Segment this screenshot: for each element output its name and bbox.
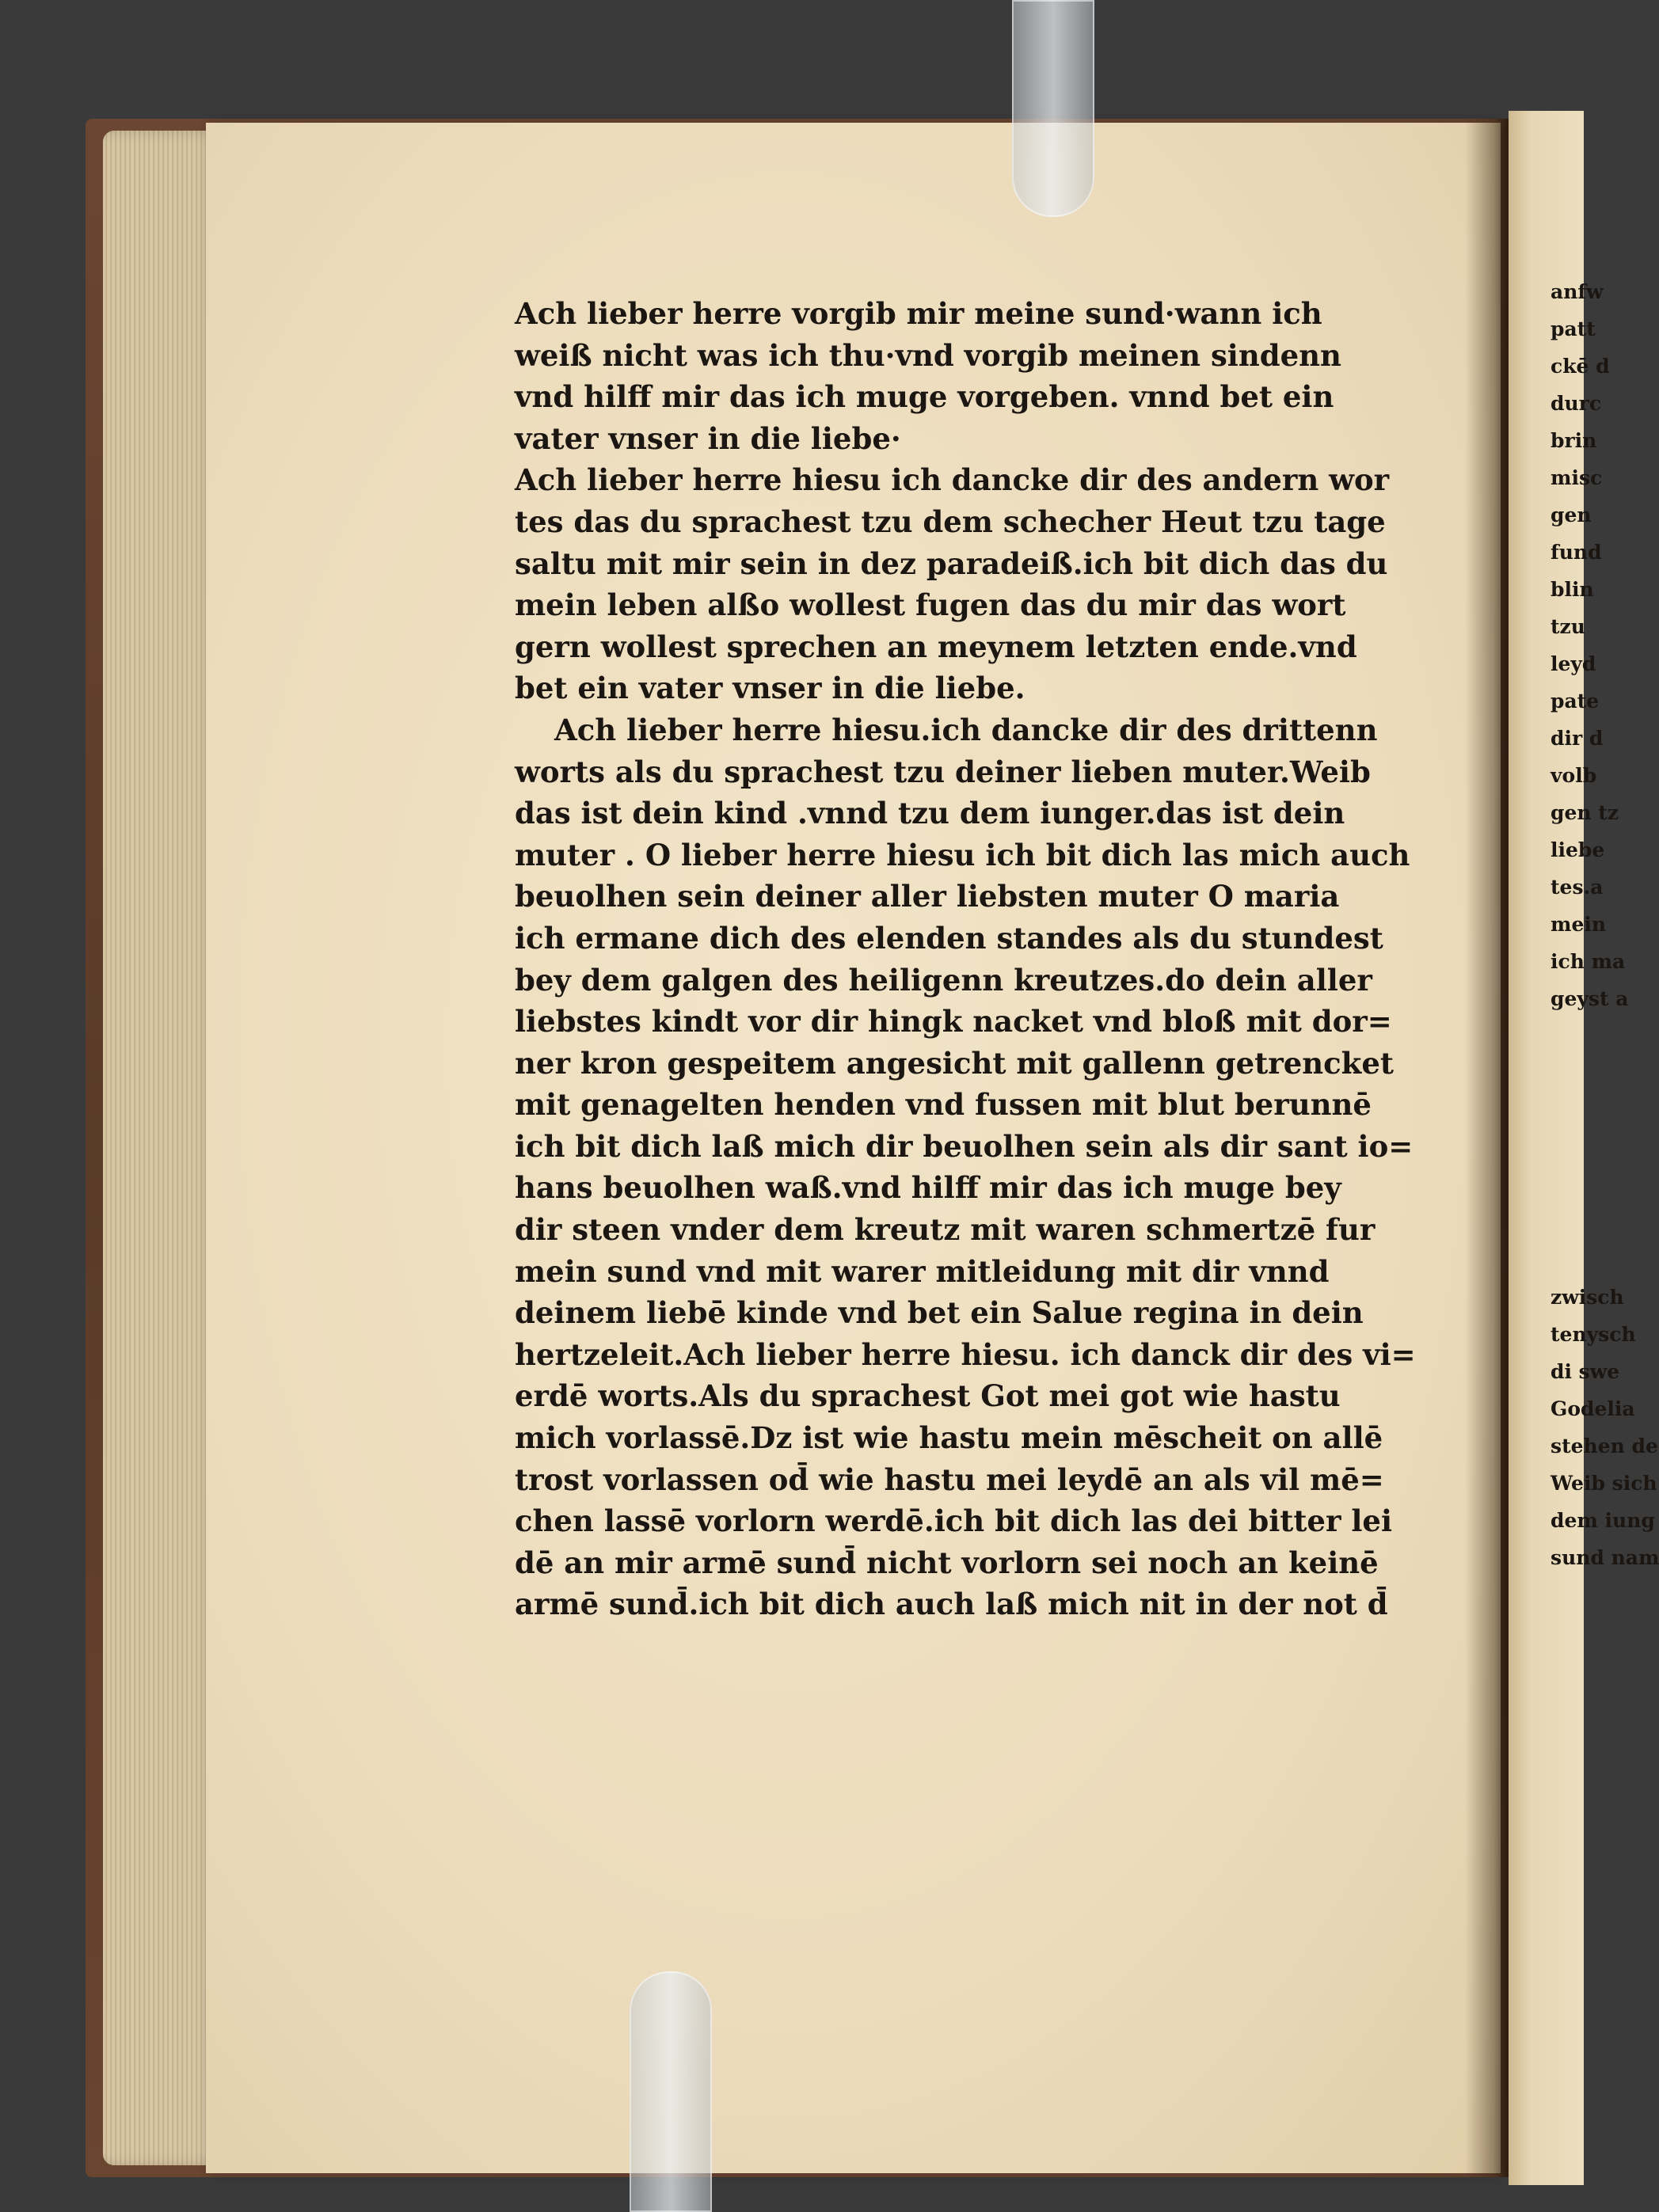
text-line: Ach lieber herre hiesu ich dancke dir des andern wor <box>515 462 1390 498</box>
text-line: gern wollest sprechen an meynem letzten ende.vnd <box>515 629 1357 664</box>
facing-page-upper-fragments <box>1551 273 1629 1017</box>
facing-line: geyst a <box>1551 987 1629 1010</box>
facing-line: tzu <box>1551 615 1585 638</box>
facing-line: gen tz <box>1551 801 1619 824</box>
text-line: mich vorlassē.Dz ist wie hastu mein mēscheit on allē <box>515 1420 1383 1456</box>
facing-line: ckē d <box>1551 355 1610 378</box>
facing-line: brin <box>1551 429 1597 452</box>
facing-line: tes.a <box>1551 876 1604 899</box>
text-line: saltu mit mir sein in dez paradeiß.ich bit dich das du <box>515 545 1388 581</box>
text-line: bet ein vater vnser in die liebe. <box>515 671 1025 706</box>
text-line: vater vnser in die liebe· <box>515 420 901 456</box>
text-line: deinem liebē kinde vnd bet ein Salue regina in dein <box>515 1295 1364 1331</box>
facing-line: dem iung <box>1551 1509 1655 1532</box>
facing-line: tenysch <box>1551 1323 1636 1346</box>
facing-line: fund <box>1551 541 1602 564</box>
page-edges <box>103 131 222 2165</box>
facing-line: ich ma <box>1551 950 1626 973</box>
text-line: ich ermane dich des elenden standes als du stundest <box>515 920 1383 956</box>
text-line: dir steen vnder dem kreutz mit waren schmertzē fur <box>515 1212 1376 1248</box>
text-line: hertzeleit.Ach lieber herre hiesu. ich danck dir des vi= <box>515 1336 1416 1372</box>
text-line: liebstes kindt vor dir hingk nacket vnd bloß mit dor= <box>515 1004 1392 1039</box>
facing-line: Weib sich <box>1551 1472 1657 1495</box>
book-gutter <box>1465 119 1513 2177</box>
text-line: vnd hilff mir das ich muge vorgeben. vnnd bet ein <box>515 379 1334 415</box>
facing-line: liebe <box>1551 838 1605 861</box>
facing-line: durc <box>1551 392 1602 415</box>
text-line: beuolhen sein deiner aller liebsten muter O maria <box>515 879 1340 914</box>
facing-line: di swe <box>1551 1360 1620 1383</box>
text-line: mit genagelten henden vnd fussen mit blut berunnē <box>515 1087 1372 1123</box>
facing-line: blin <box>1551 578 1594 601</box>
facing-page-lower-fragments <box>1551 1279 1659 1576</box>
text-line: ich bit dich laß mich dir beuolhen sein als dir sant io= <box>515 1128 1414 1164</box>
facing-line: patt <box>1551 317 1596 340</box>
text-line: trost vorlassen od̄ wie hastu mei leydē an als vil mē= <box>515 1461 1384 1497</box>
facing-line: zwisch <box>1551 1286 1624 1309</box>
text-line: mein leben alßo wollest fugen das du mir das wort <box>515 587 1346 623</box>
text-line: dē an mir armē sund̄ nicht vorlorn sei noch an keinē <box>515 1545 1379 1580</box>
facing-line: volb <box>1551 764 1597 787</box>
text-line: erdē worts.Als du sprachest Got mei got wie hastu <box>515 1378 1341 1414</box>
facing-line: leyd <box>1551 652 1596 675</box>
facing-line: sund nam <box>1551 1546 1659 1569</box>
facing-line: dir d <box>1551 727 1604 750</box>
main-text-block <box>515 293 1416 1625</box>
text-line: hans beuolhen waß.vnd hilff mir das ich muge bey <box>515 1170 1341 1206</box>
text-line: muter . O lieber herre hiesu ich bit dich las mich auch <box>515 837 1410 872</box>
text-line: worts als du sprachest tzu deiner lieben muter.Weib <box>515 754 1371 789</box>
facing-line: anfw <box>1551 280 1604 303</box>
facing-line: mein <box>1551 913 1607 936</box>
text-line: bey dem galgen des heiligenn kreutzes.do dein aller <box>515 962 1372 998</box>
text-line: mein sund vnd mit warer mitleidung mit dir vnnd <box>515 1253 1330 1289</box>
bottom-page-weight <box>630 1971 712 2212</box>
top-page-weight <box>1012 0 1094 217</box>
facing-line: Godelia <box>1551 1397 1635 1420</box>
facing-line: gen <box>1551 504 1592 526</box>
facing-line: misc <box>1551 466 1603 489</box>
text-line: tes das du sprachest tzu dem schecher Heut tzu tage <box>515 504 1386 539</box>
text-line: Ach lieber herre hiesu.ich dancke dir des drittenn <box>554 712 1378 747</box>
text-line: Ach lieber herre vorgib mir meine sund·wann ich <box>515 296 1322 331</box>
text-line: armē sund̄.ich bit dich auch laß mich nit in der not d̄ <box>515 1587 1388 1622</box>
text-line: weiß nicht was ich thu·vnd vorgib meinen sindenn <box>515 337 1341 373</box>
text-line: ner kron gespeitem angesicht mit gallenn getrencket <box>515 1045 1394 1081</box>
text-line: das ist dein kind .vnnd tzu dem iunger.das ist dein <box>515 796 1345 831</box>
text-line: chen lassē vorlorn werdē.ich bit dich las dei bitter lei <box>515 1503 1392 1539</box>
facing-line: pate <box>1551 690 1600 713</box>
facing-line: stehen de <box>1551 1435 1658 1458</box>
